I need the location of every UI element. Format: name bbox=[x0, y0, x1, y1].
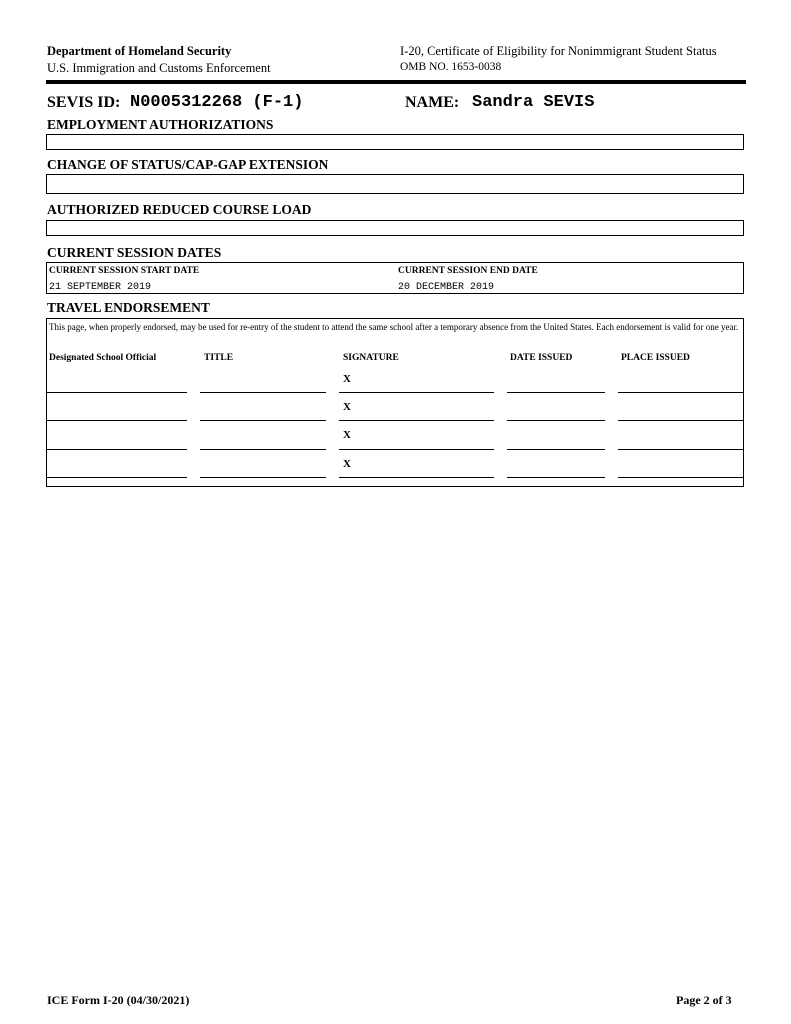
sevis-id-label: SEVIS ID: bbox=[47, 94, 121, 111]
col-date-issued: DATE ISSUED bbox=[510, 353, 573, 363]
travel-endorsement-heading: TRAVEL ENDORSEMENT bbox=[47, 300, 210, 315]
col-place-issued: PLACE ISSUED bbox=[621, 353, 690, 363]
form-identifier: ICE Form I-20 (04/30/2021) bbox=[47, 993, 190, 1007]
department-name: Department of Homeland Security bbox=[47, 44, 232, 58]
col-signature: SIGNATURE bbox=[343, 353, 399, 363]
date-issued-line[interactable] bbox=[507, 420, 605, 421]
signature-mark: X bbox=[343, 373, 351, 385]
official-signature-line[interactable] bbox=[47, 449, 187, 450]
signature-line[interactable] bbox=[339, 449, 494, 450]
official-signature-line[interactable] bbox=[47, 477, 187, 478]
reduced-course-load-box bbox=[46, 220, 744, 236]
omb-number: OMB NO. 1653-0038 bbox=[400, 61, 502, 73]
session-end-label: CURRENT SESSION END DATE bbox=[398, 266, 538, 276]
title-line[interactable] bbox=[200, 392, 326, 393]
title-line[interactable] bbox=[200, 420, 326, 421]
official-signature-line[interactable] bbox=[47, 420, 187, 421]
place-issued-line[interactable] bbox=[618, 420, 743, 421]
employment-authorizations-box bbox=[46, 134, 744, 150]
signature-line[interactable] bbox=[339, 477, 494, 478]
signature-mark: X bbox=[343, 429, 351, 441]
signature-line[interactable] bbox=[339, 392, 494, 393]
session-start-value: 21 SEPTEMBER 2019 bbox=[49, 282, 152, 293]
employment-authorizations-heading: EMPLOYMENT AUTHORIZATIONS bbox=[47, 117, 274, 132]
header-divider bbox=[46, 80, 746, 84]
place-issued-line[interactable] bbox=[618, 392, 743, 393]
place-issued-line[interactable] bbox=[618, 477, 743, 478]
agency-name: U.S. Immigration and Customs Enforcement bbox=[47, 61, 271, 75]
sevis-id-value: N0005312268 (F-1) bbox=[130, 93, 304, 112]
col-title: TITLE bbox=[204, 353, 234, 363]
session-end-value: 20 DECEMBER 2019 bbox=[398, 282, 495, 293]
name-label: NAME: bbox=[405, 94, 460, 111]
form-title: I-20, Certificate of Eligibility for Nonimmigrant Student Status bbox=[400, 44, 717, 58]
signature-mark: X bbox=[343, 458, 351, 470]
date-issued-line[interactable] bbox=[507, 392, 605, 393]
travel-endorsement-box bbox=[46, 318, 744, 487]
session-dates-heading: CURRENT SESSION DATES bbox=[47, 245, 222, 260]
signature-mark: X bbox=[343, 401, 351, 413]
change-of-status-box bbox=[46, 174, 744, 194]
date-issued-line[interactable] bbox=[507, 477, 605, 478]
date-issued-line[interactable] bbox=[507, 449, 605, 450]
session-dates-box bbox=[46, 262, 744, 294]
travel-endorsement-note: This page, when properly endorsed, may be used for re-entry of the student to attend the same school after a temporary absence from the United States. Each endorsement is valid for one year. bbox=[49, 322, 739, 332]
page-number: Page 2 of 3 bbox=[676, 993, 732, 1007]
reduced-course-load-heading: AUTHORIZED REDUCED COURSE LOAD bbox=[47, 202, 312, 217]
name-value: Sandra SEVIS bbox=[472, 93, 595, 112]
session-start-label: CURRENT SESSION START DATE bbox=[49, 266, 200, 276]
title-line[interactable] bbox=[200, 449, 326, 450]
place-issued-line[interactable] bbox=[618, 449, 743, 450]
signature-line[interactable] bbox=[339, 420, 494, 421]
col-designated-school-official: Designated School Official bbox=[49, 353, 157, 363]
change-of-status-heading: CHANGE OF STATUS/CAP-GAP EXTENSION bbox=[47, 157, 329, 172]
title-line[interactable] bbox=[200, 477, 326, 478]
official-signature-line[interactable] bbox=[47, 392, 187, 393]
